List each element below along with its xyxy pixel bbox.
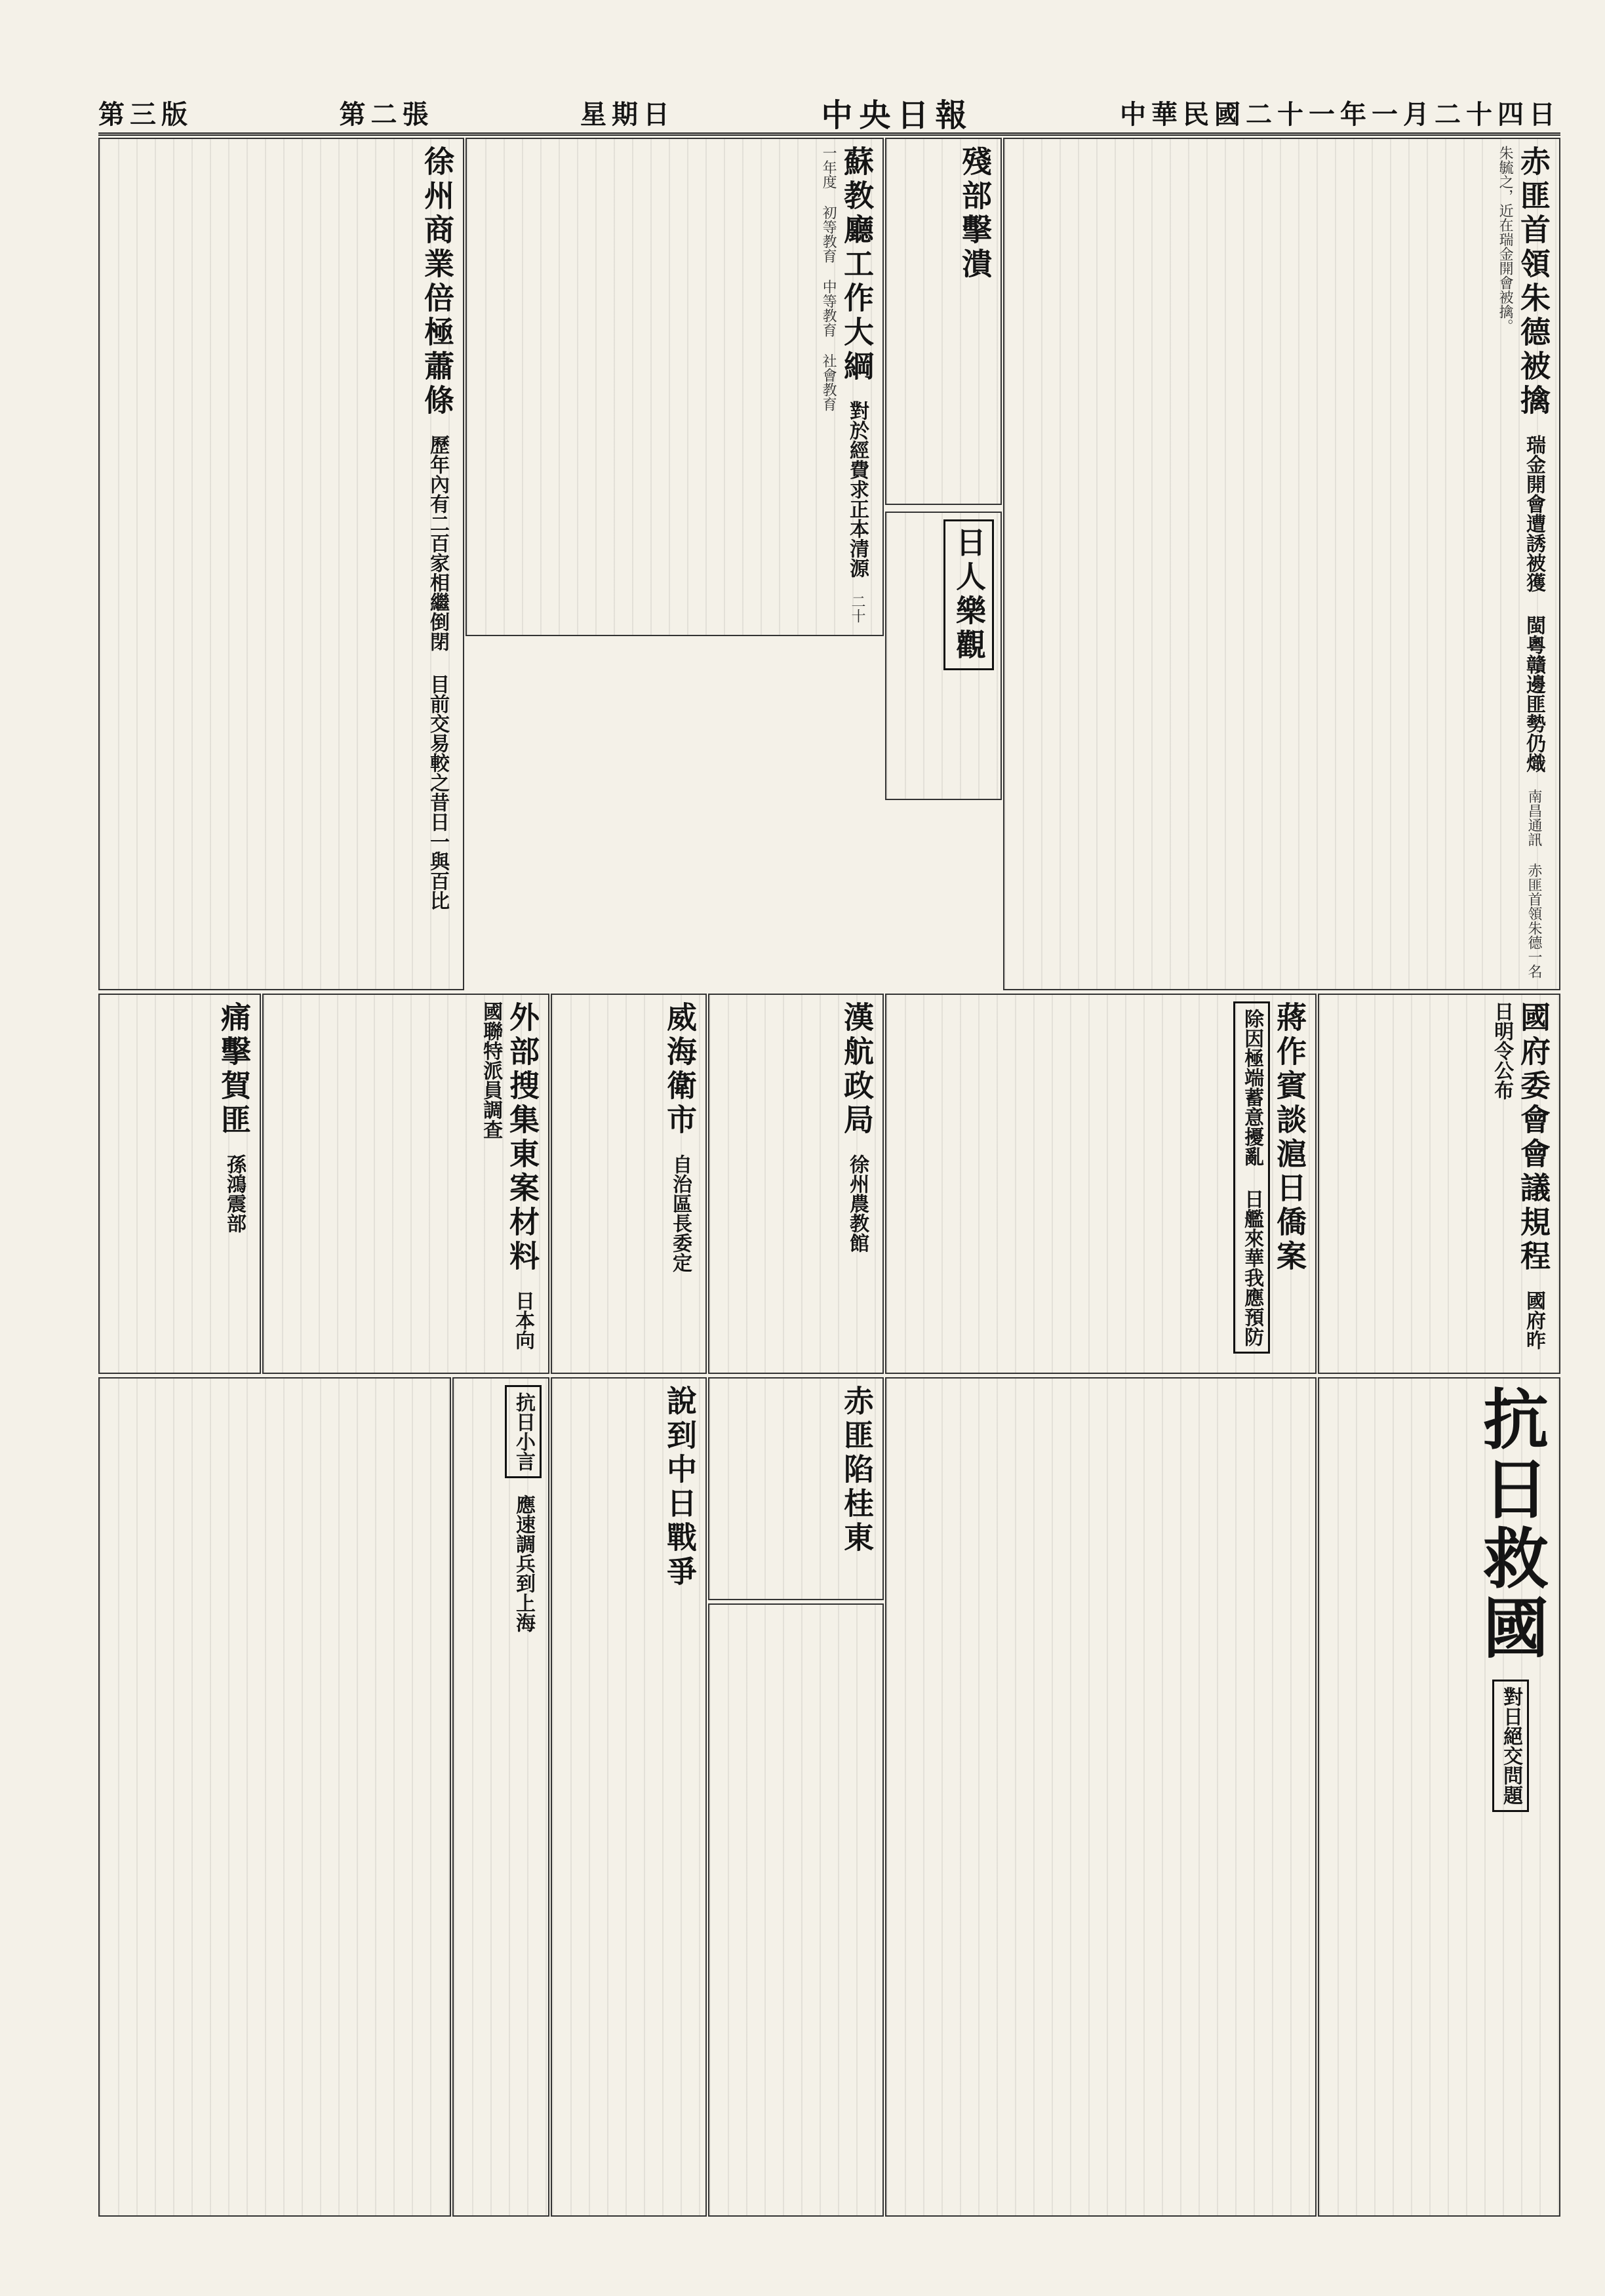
article-subhead: 孫鴻震部 [223, 1154, 246, 1233]
article-xuzhou-commerce [98, 138, 464, 990]
article-headline: 蔣作賓談滬日僑案 [1272, 1001, 1307, 1274]
masthead-paper-name: 中央日報 [821, 96, 974, 134]
article-hankou-navigation [708, 994, 884, 1374]
article-guidong [708, 1377, 884, 1600]
article-subhead: 瑞金開會遭誘被獲 閩粵贛邊匪勢仍熾 [1522, 435, 1545, 773]
article-headline: 威海衛市 [662, 1001, 698, 1138]
article-japanese-optimism [885, 512, 1002, 800]
article-subhead: 自治區長委定 [669, 1154, 692, 1272]
article-headline: 赤匪陷桂東 [839, 1385, 875, 1556]
article-headline: 殘部擊潰 [957, 146, 993, 282]
article-column-text [708, 1603, 884, 2217]
article-headline: 抗日小言 [505, 1385, 542, 1478]
article-resist-japan-remarks [452, 1377, 549, 2217]
article-headline: 蘇教廳工作大綱 [839, 146, 875, 384]
masthead-section: 第二張 [339, 98, 434, 130]
article-weihaiwei [551, 994, 707, 1374]
article-headline: 赤匪首領朱德被擒 [1516, 146, 1551, 418]
article-remnants [885, 138, 1002, 505]
article-remarks-text [98, 1377, 451, 2217]
article-zhu-de [1003, 138, 1560, 990]
article-subhead: 徐州農教館 [846, 1154, 869, 1253]
article-editorial-continued [885, 1377, 1317, 2217]
article-council-rules [1318, 994, 1560, 1374]
article-headline: 漢航政局 [839, 1001, 875, 1138]
masthead [98, 92, 1560, 136]
article-he-bandits [98, 994, 261, 1374]
article-subhead: 對日絕交問題 [1492, 1680, 1529, 1812]
article-foreign-ministry [262, 994, 549, 1374]
article-jiang-zuobin [885, 994, 1317, 1374]
article-headline: 國府委會會議規程 [1516, 1001, 1551, 1274]
newspaper-page [98, 92, 1560, 2217]
article-headline: 徐州商業倍極蕭條 [420, 146, 455, 418]
article-resist-japan [1318, 1377, 1560, 2217]
masthead-page: 第三版 [98, 98, 193, 130]
article-subhead: 國府昨日明令公布 [1490, 1001, 1545, 1350]
article-headline: 抗日救國 [1472, 1385, 1549, 1663]
article-subhead: 應速調兵到上海 [512, 1495, 535, 1632]
article-headline: 痛擊賀匪 [216, 1001, 252, 1138]
masthead-date: 中華民國二十一年一月二十四日 [1119, 98, 1560, 130]
article-headline: 外部搜集東案材料 [505, 1001, 540, 1274]
article-headline: 日人樂觀 [943, 519, 994, 670]
article-headline: 說到中日戰爭 [662, 1385, 698, 1590]
article-education-plan [466, 138, 884, 636]
article-subhead: 歷年內有二百家相繼倒閉 目前交易較之昔日一與百比 [426, 435, 449, 910]
masthead-weekday: 星期日 [580, 98, 675, 130]
article-subhead: 日本向國聯特派員調查 [479, 1001, 534, 1350]
article-body: 二十一年度 初等教育 中等教育 社會教育 [820, 146, 865, 623]
article-body: 南昌通訊 赤匪首領朱德一名朱毓之，近在瑞金開會被擒。 [1497, 146, 1542, 978]
article-sino-japanese-war [551, 1377, 707, 2217]
article-subhead: 對於經費求正本清源 [846, 401, 869, 578]
article-subhead: 除因極端蓄意擾亂 日艦來華我應預防 [1233, 1001, 1270, 1354]
